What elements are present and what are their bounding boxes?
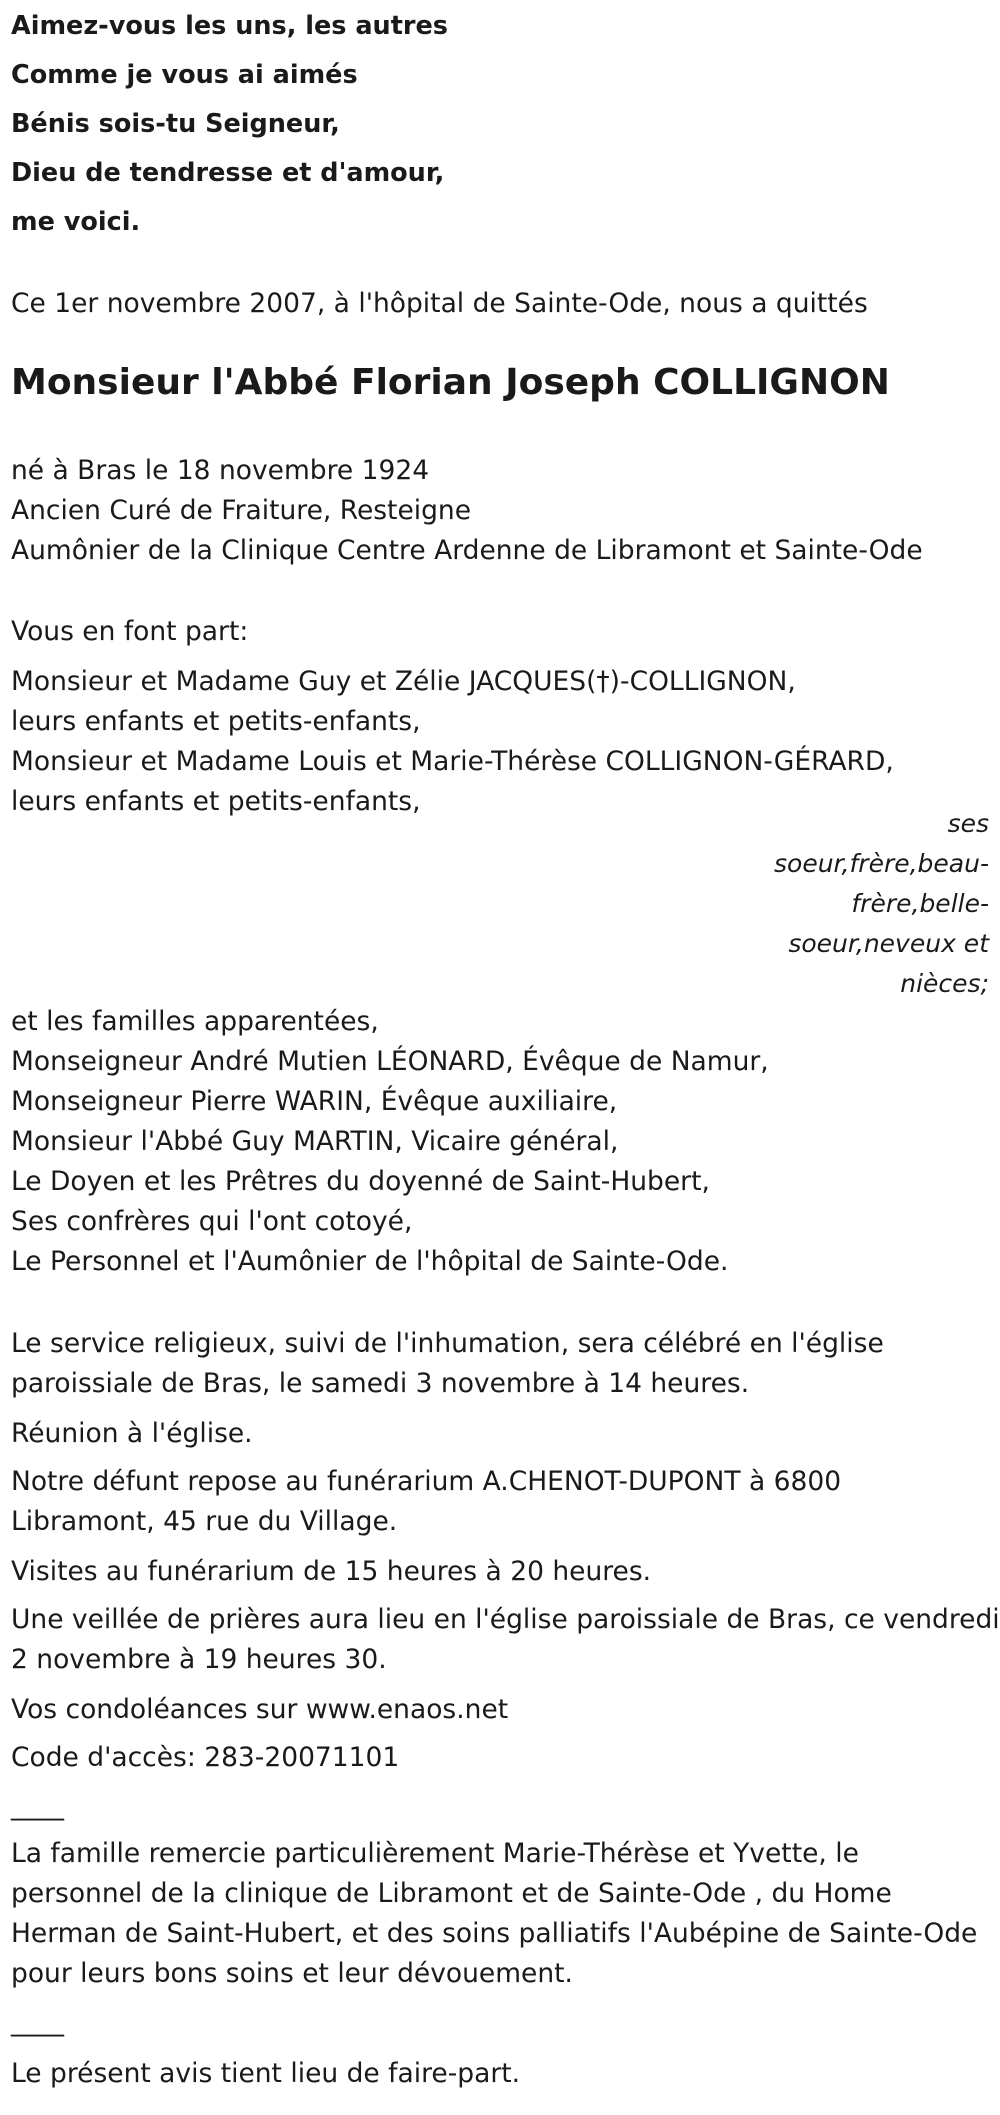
other-mourners — [11, 1002, 769, 1282]
bio-line: Aumônier de la Clinique Centre Ardenne de Libramont et Sainte-Ode — [11, 535, 923, 566]
mourner-line: Ses confrères qui l'ont cotoyé, — [11, 1206, 413, 1237]
poem-line: Dieu de tendresse et d'amour, — [11, 158, 445, 188]
thanks-line: pour leurs bons soins et leur dévouement. — [11, 1958, 573, 1989]
thanks-line: Herman de Saint-Hubert, et des soins palliatifs l'Aubépine de Sainte-Ode — [11, 1918, 978, 1949]
intro-text: Vous en font part: — [11, 616, 249, 647]
funerarium-line: Notre défunt repose au funérarium A.CHENOT-DUPONT à 6800 — [11, 1466, 842, 1497]
mourner-line: Monseigneur Pierre WARIN, Évêque auxiliaire, — [11, 1086, 618, 1117]
condolences-text: Vos condoléances sur www.enaos.net — [11, 1694, 509, 1725]
vigil-line: 2 novembre à 19 heures 30. — [11, 1644, 387, 1675]
thanks-block — [11, 1834, 977, 1994]
vigil-info — [11, 1600, 1000, 1680]
poem-line: Bénis sois-tu Seigneur, — [11, 109, 340, 139]
funerarium-line: Libramont, 45 rue du Village. — [11, 1506, 398, 1537]
visits-text: Visites au funérarium de 15 heures à 20 heures. — [11, 1556, 652, 1587]
mourner-line: et les familles apparentées, — [11, 1006, 379, 1037]
poem-line: Comme je vous ai aimés — [11, 60, 358, 90]
vigil-line: Une veillée de prières aura lieu en l'église paroissiale de Bras, ce vendredi — [11, 1604, 1000, 1635]
bio-line: Ancien Curé de Fraiture, Resteigne — [11, 495, 472, 526]
access-code-text: Code d'accès: 283-20071101 — [11, 1742, 400, 1773]
deceased-name: Monsieur l'Abbé Florian Joseph COLLIGNON — [11, 362, 890, 403]
family-line: Monsieur et Madame Guy et Zélie JACQUES(†)-COLLIGNON, — [11, 666, 796, 697]
family-line: Monsieur et Madame Louis et Marie-Thérèse COLLIGNON-GÉRARD, — [11, 746, 894, 777]
funerarium-info — [11, 1462, 841, 1542]
mourner-line: Le Personnel et l'Aumônier de l'hôpital de Sainte-Ode. — [11, 1246, 729, 1277]
family-list — [11, 662, 894, 822]
relation-note: ses soeur,frère,beau-frère,belle-soeur,neveux et nièces; — [774, 809, 989, 998]
reunion-text: Réunion à l'église. — [11, 1418, 253, 1449]
closing-text: Le présent avis tient lieu de faire-part. — [11, 2058, 521, 2089]
poem — [11, 2, 448, 247]
separator: ____ — [11, 1790, 64, 1821]
service-info — [11, 1324, 884, 1404]
mourner-line: Le Doyen et les Prêtres du doyenné de Saint-Hubert, — [11, 1166, 710, 1197]
mourner-line: Monsieur l'Abbé Guy MARTIN, Vicaire général, — [11, 1126, 619, 1157]
poem-line: Aimez-vous les uns, les autres — [11, 11, 448, 41]
announcement: Ce 1er novembre 2007, à l'hôpital de Sainte-Ode, nous a quittés — [11, 288, 868, 319]
service-line: Le service religieux, suivi de l'inhumation, sera célébré en l'église — [11, 1328, 884, 1359]
biography — [11, 451, 923, 571]
service-line: paroissiale de Bras, le samedi 3 novembre à 14 heures. — [11, 1368, 750, 1399]
thanks-line: personnel de la clinique de Libramont et de Sainte-Ode , du Home — [11, 1878, 892, 1909]
family-line: leurs enfants et petits-enfants, — [11, 786, 421, 817]
separator: ____ — [11, 2006, 64, 2037]
poem-line: me voici. — [11, 207, 141, 237]
family-line: leurs enfants et petits-enfants, — [11, 706, 421, 737]
mourner-line: Monseigneur André Mutien LÉONARD, Évêque de Namur, — [11, 1046, 769, 1077]
thanks-line: La famille remercie particulièrement Marie-Thérèse et Yvette, le — [11, 1838, 859, 1869]
bio-line: né à Bras le 18 novembre 1924 — [11, 455, 430, 486]
